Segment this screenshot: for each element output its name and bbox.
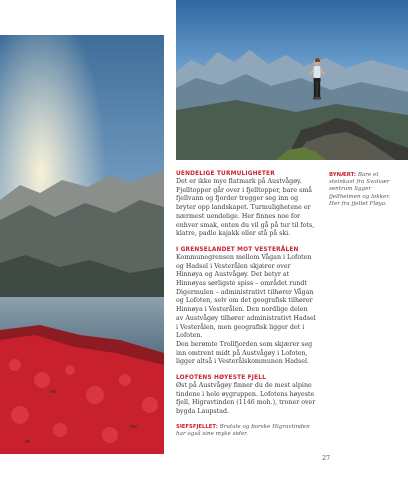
section-heading: LOFOTENS HØYESTE FJELL — [176, 375, 267, 382]
section-heading: I GRENSELANDET MOT VESTERÅLEN — [176, 246, 299, 253]
section-body: Kommunegrensen mellom Vågan i Lofoten og Hadsel i Vesterålen skjærer over Hinnøya og Austvågøy. Det betyr at Hinnøyas sørligste spiss – området rundt Digermulen – administrativt tilhører Vågan og Lofoten, selv om det geografisk tilhører Hinnøya i Vesterålen. Den nordlige delen av Austvågøy tilhører administrativt Hadsel i Vesterålen, men geografisk ligger det i Lofoten. Den berømte Trollfjorden som skjærer seg inn omtrent midt på Austvågøy i Lofoten, ligger altså i Vesterålskommunen Hadsel. — [176, 253, 316, 366]
photo-caption-side — [329, 172, 395, 208]
section-heading: UENDELIGE TURMULIGHETER — [176, 171, 275, 177]
section-highest-mountain — [176, 374, 316, 417]
caption-text: Bare et steinkast fra Svolvær sentrum ligger fjellheimen og lokker. Her fra fjellet Fløya. — [329, 172, 391, 207]
landscape-photo-heather — [0, 35, 164, 454]
landscape-photo-art — [0, 35, 164, 454]
caption-label: BYNÆRT: — [329, 172, 357, 178]
caption-text: Brutale og barske Higravtinden har også sine myke sider. — [176, 423, 310, 438]
caption-label: SIEFSFJELLET: — [176, 423, 218, 430]
section-body: Det er ikke mye flatmark på Austvågøy. Fjelltopper går over i fjelltopper, bare små fjellvann og fjorder tregger seg inn og bryter opp landskapet. Turmulighetene er nærmest uendelige. Her finnes noe for enhver smak, enten du vil gå på tur til fots, klatre, padle kajakk eller stå på ski. — [176, 178, 315, 238]
page-number: 27 — [322, 454, 331, 462]
article-column — [176, 170, 316, 439]
hiker-summit-photo — [176, 0, 408, 160]
hiker-photo-art — [176, 0, 408, 160]
section-border-vesteralen — [176, 246, 316, 367]
section-body: Øst på Austvågøy finner du de mest alpine tindene i hele øygruppen. Lofotens høyeste fjell, Higravtinden (1146 moh.), troner over bygda Laupstad. — [176, 382, 316, 416]
section-endless-hiking — [176, 170, 316, 239]
photo-caption-bottom — [176, 424, 316, 439]
